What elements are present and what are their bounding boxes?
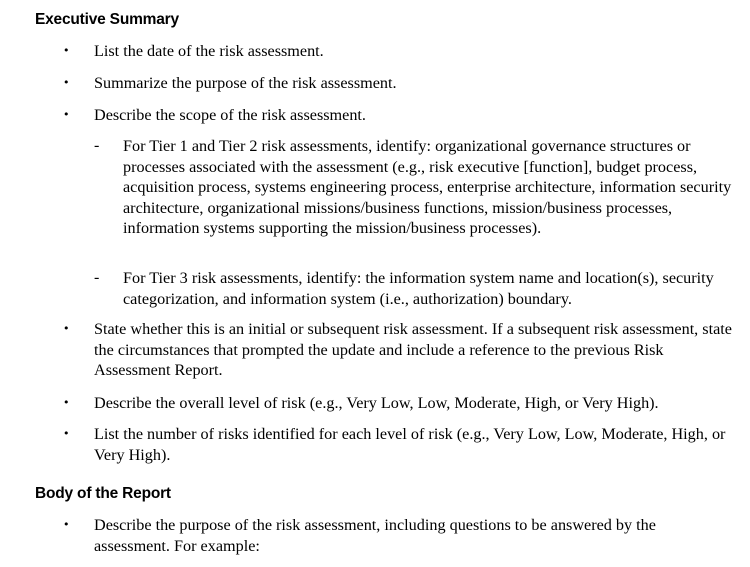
bullet-icon: •	[63, 108, 70, 121]
dash-icon: -	[94, 269, 100, 286]
bullet-icon: •	[63, 76, 70, 89]
bullet-icon: •	[63, 396, 70, 409]
section-heading-executive-summary: Executive Summary	[35, 11, 179, 28]
sub-list-item: For Tier 1 and Tier 2 risk assessments, identify: organizational governance structures or processes associated with the assessment (e.g., risk executive [function], budget process, acquisition process, systems engineering process, enterprise architecture, information security architecture, organizational missions/business functions, mission/business processes, information systems supporting the mission/business processes).	[123, 137, 732, 238]
bullet-icon: •	[63, 427, 70, 440]
bullet-icon: •	[63, 518, 70, 531]
bullet-icon: •	[63, 322, 70, 335]
list-item: Summarize the purpose of the risk assessment.	[94, 74, 397, 92]
list-item: State whether this is an initial or subsequent risk assessment. If a subsequent risk assessment, state the circumstances that prompted the update and include a reference to the previous Risk Assessment Report.	[94, 320, 732, 380]
list-item: Describe the overall level of risk (e.g., Very Low, Low, Moderate, High, or Very High).	[94, 394, 659, 412]
section-heading-body-of-report: Body of the Report	[35, 485, 171, 502]
list-item: Describe the scope of the risk assessment.	[94, 106, 366, 124]
sub-list-item: For Tier 3 risk assessments, identify: the information system name and location(s), security categorization, and information system (i.e., authorization) boundary.	[123, 269, 714, 308]
dash-icon: -	[94, 137, 100, 154]
list-item: List the date of the risk assessment.	[94, 42, 324, 60]
list-item: Describe the purpose of the risk assessment, including questions to be answered by the assessment. For example:	[94, 516, 656, 555]
list-item: List the number of risks identified for each level of risk (e.g., Very Low, Low, Moderate, High, or Very High).	[94, 425, 726, 464]
bullet-icon: •	[63, 44, 70, 57]
